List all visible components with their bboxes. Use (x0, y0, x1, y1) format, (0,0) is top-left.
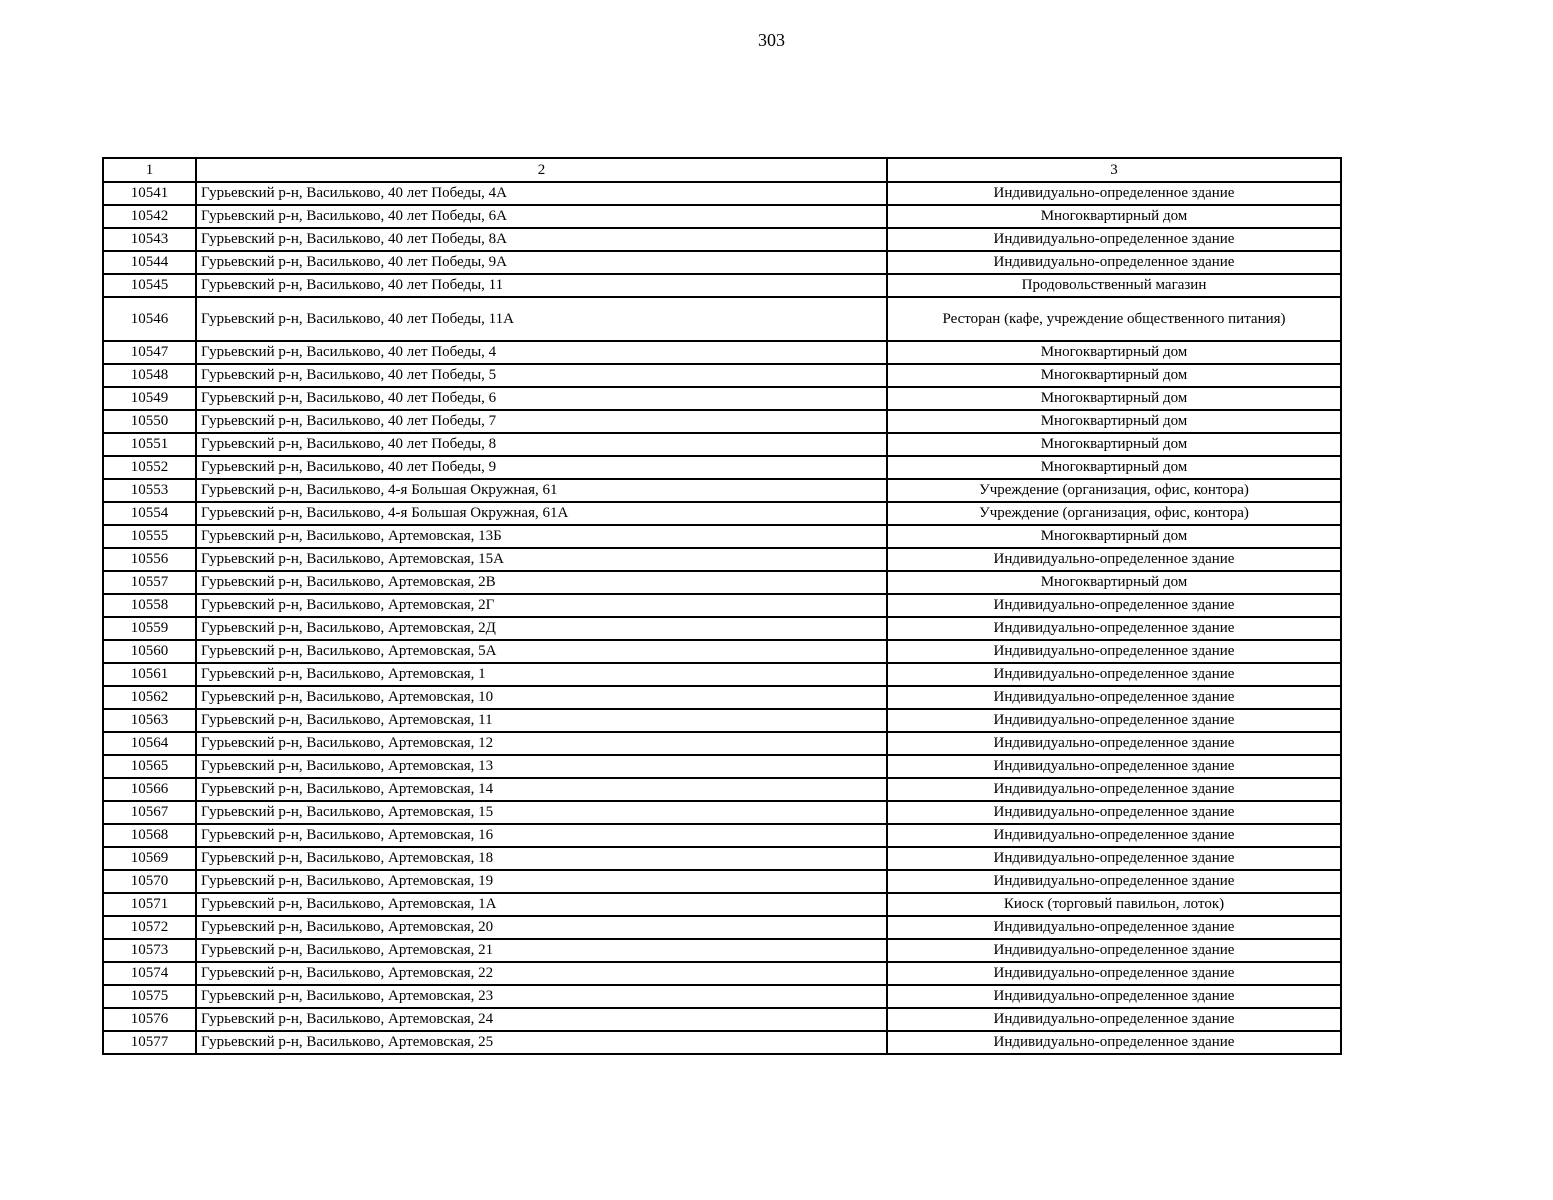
row-building-type: Индивидуально-определенное здание (887, 755, 1341, 778)
row-address: Гурьевский р-н, Васильково, Артемовская, 2Д (196, 617, 887, 640)
row-address: Гурьевский р-н, Васильково, Артемовская, 11 (196, 709, 887, 732)
row-address: Гурьевский р-н, Васильково, Артемовская, 19 (196, 870, 887, 893)
row-building-type: Многоквартирный дом (887, 456, 1341, 479)
row-building-type: Индивидуально-определенное здание (887, 686, 1341, 709)
row-id: 10547 (103, 341, 196, 364)
row-building-type: Индивидуально-определенное здание (887, 663, 1341, 686)
row-building-type: Многоквартирный дом (887, 341, 1341, 364)
table-row (103, 525, 1341, 548)
row-id: 10562 (103, 686, 196, 709)
header-col-3: 3 (887, 158, 1341, 182)
table-row (103, 916, 1341, 939)
table-row (103, 939, 1341, 962)
row-building-type: Индивидуально-определенное здание (887, 251, 1341, 274)
row-id: 10576 (103, 1008, 196, 1031)
row-building-type: Индивидуально-определенное здание (887, 847, 1341, 870)
table-row (103, 962, 1341, 985)
row-id: 10572 (103, 916, 196, 939)
row-id: 10545 (103, 274, 196, 297)
row-address: Гурьевский р-н, Васильково, Артемовская, 20 (196, 916, 887, 939)
table-row (103, 893, 1341, 916)
row-building-type: Индивидуально-определенное здание (887, 939, 1341, 962)
row-building-type: Индивидуально-определенное здание (887, 732, 1341, 755)
table-row (103, 274, 1341, 297)
row-address: Гурьевский р-н, Васильково, Артемовская, 13Б (196, 525, 887, 548)
row-id: 10575 (103, 985, 196, 1008)
table-row (103, 205, 1341, 228)
table-row (103, 755, 1341, 778)
row-address: Гурьевский р-н, Васильково, Артемовская, 15А (196, 548, 887, 571)
table-row (103, 456, 1341, 479)
row-id: 10565 (103, 755, 196, 778)
table-row (103, 548, 1341, 571)
row-address: Гурьевский р-н, Васильково, 40 лет Победы, 11А (196, 297, 887, 341)
row-address: Гурьевский р-н, Васильково, 40 лет Победы, 6А (196, 205, 887, 228)
row-id: 10542 (103, 205, 196, 228)
row-building-type: Многоквартирный дом (887, 571, 1341, 594)
row-address: Гурьевский р-н, Васильково, 40 лет Победы, 11 (196, 274, 887, 297)
row-address: Гурьевский р-н, Васильково, Артемовская, 14 (196, 778, 887, 801)
table-row (103, 640, 1341, 663)
row-id: 10556 (103, 548, 196, 571)
row-building-type: Индивидуально-определенное здание (887, 709, 1341, 732)
row-id: 10550 (103, 410, 196, 433)
row-id: 10541 (103, 182, 196, 205)
row-id: 10551 (103, 433, 196, 456)
table-row (103, 801, 1341, 824)
row-id: 10568 (103, 824, 196, 847)
row-id: 10543 (103, 228, 196, 251)
row-building-type: Многоквартирный дом (887, 433, 1341, 456)
row-building-type: Индивидуально-определенное здание (887, 182, 1341, 205)
row-id: 10549 (103, 387, 196, 410)
table-row (103, 502, 1341, 525)
row-address: Гурьевский р-н, Васильково, Артемовская, 18 (196, 847, 887, 870)
row-id: 10567 (103, 801, 196, 824)
row-address: Гурьевский р-н, Васильково, Артемовская, 5А (196, 640, 887, 663)
row-address: Гурьевский р-н, Васильково, Артемовская, 1 (196, 663, 887, 686)
row-address: Гурьевский р-н, Васильково, Артемовская, 12 (196, 732, 887, 755)
row-building-type: Индивидуально-определенное здание (887, 617, 1341, 640)
row-building-type: Киоск (торговый павильон, лоток) (887, 893, 1341, 916)
row-id: 10569 (103, 847, 196, 870)
table-row (103, 182, 1341, 205)
row-id: 10552 (103, 456, 196, 479)
table-row (103, 228, 1341, 251)
row-id: 10570 (103, 870, 196, 893)
row-address: Гурьевский р-н, Васильково, 40 лет Победы, 9А (196, 251, 887, 274)
row-building-type: Ресторан (кафе, учреждение общественного питания) (887, 297, 1341, 341)
row-building-type: Продовольственный магазин (887, 274, 1341, 297)
header-col-2: 2 (196, 158, 887, 182)
row-building-type: Многоквартирный дом (887, 364, 1341, 387)
row-id: 10563 (103, 709, 196, 732)
row-building-type: Индивидуально-определенное здание (887, 962, 1341, 985)
header-col-1: 1 (103, 158, 196, 182)
row-building-type: Многоквартирный дом (887, 205, 1341, 228)
header-row (103, 158, 1341, 182)
row-building-type: Индивидуально-определенное здание (887, 985, 1341, 1008)
row-id: 10574 (103, 962, 196, 985)
row-address: Гурьевский р-н, Васильково, 40 лет Победы, 8 (196, 433, 887, 456)
row-building-type: Индивидуально-определенное здание (887, 640, 1341, 663)
row-address: Гурьевский р-н, Васильково, 40 лет Победы, 9 (196, 456, 887, 479)
row-id: 10558 (103, 594, 196, 617)
table-row (103, 387, 1341, 410)
row-building-type: Индивидуально-определенное здание (887, 870, 1341, 893)
page-number: 303 (758, 30, 785, 50)
row-id: 10546 (103, 297, 196, 341)
registry-table (102, 157, 1342, 1055)
table-row (103, 686, 1341, 709)
row-address: Гурьевский р-н, Васильково, 40 лет Победы, 4А (196, 182, 887, 205)
table-row (103, 709, 1341, 732)
table-row (103, 297, 1341, 341)
table-row (103, 341, 1341, 364)
row-building-type: Учреждение (организация, офис, контора) (887, 479, 1341, 502)
row-id: 10555 (103, 525, 196, 548)
row-building-type: Индивидуально-определенное здание (887, 824, 1341, 847)
table-row (103, 1031, 1341, 1054)
table-row (103, 985, 1341, 1008)
table-row (103, 847, 1341, 870)
row-id: 10566 (103, 778, 196, 801)
row-address: Гурьевский р-н, Васильково, Артемовская, 21 (196, 939, 887, 962)
row-building-type: Многоквартирный дом (887, 410, 1341, 433)
row-building-type: Индивидуально-определенное здание (887, 1031, 1341, 1054)
table-row (103, 617, 1341, 640)
row-building-type: Учреждение (организация, офис, контора) (887, 502, 1341, 525)
table-row (103, 364, 1341, 387)
table-row (103, 433, 1341, 456)
row-id: 10577 (103, 1031, 196, 1054)
row-building-type: Индивидуально-определенное здание (887, 916, 1341, 939)
table-row (103, 870, 1341, 893)
table-row (103, 824, 1341, 847)
table-row (103, 571, 1341, 594)
row-address: Гурьевский р-н, Васильково, 4-я Большая Окружная, 61А (196, 502, 887, 525)
row-id: 10544 (103, 251, 196, 274)
row-address: Гурьевский р-н, Васильково, Артемовская, 2Г (196, 594, 887, 617)
row-id: 10553 (103, 479, 196, 502)
row-building-type: Многоквартирный дом (887, 525, 1341, 548)
table-row (103, 778, 1341, 801)
row-address: Гурьевский р-н, Васильково, Артемовская, 23 (196, 985, 887, 1008)
row-address: Гурьевский р-н, Васильково, Артемовская, 15 (196, 801, 887, 824)
table-row (103, 410, 1341, 433)
row-address: Гурьевский р-н, Васильково, Артемовская, 22 (196, 962, 887, 985)
row-address: Гурьевский р-н, Васильково, 4-я Большая Окружная, 61 (196, 479, 887, 502)
row-building-type: Индивидуально-определенное здание (887, 594, 1341, 617)
row-building-type: Индивидуально-определенное здание (887, 1008, 1341, 1031)
row-id: 10548 (103, 364, 196, 387)
row-address: Гурьевский р-н, Васильково, Артемовская, 1А (196, 893, 887, 916)
row-id: 10561 (103, 663, 196, 686)
row-address: Гурьевский р-н, Васильково, Артемовская, 16 (196, 824, 887, 847)
table-row (103, 1008, 1341, 1031)
table-row (103, 479, 1341, 502)
row-address: Гурьевский р-н, Васильково, 40 лет Победы, 6 (196, 387, 887, 410)
table-header (103, 158, 1341, 182)
row-address: Гурьевский р-н, Васильково, Артемовская, 10 (196, 686, 887, 709)
row-address: Гурьевский р-н, Васильково, 40 лет Победы, 8А (196, 228, 887, 251)
row-address: Гурьевский р-н, Васильково, Артемовская, 2В (196, 571, 887, 594)
table-body (103, 182, 1341, 1054)
table-row (103, 251, 1341, 274)
row-address: Гурьевский р-н, Васильково, 40 лет Победы, 5 (196, 364, 887, 387)
row-address: Гурьевский р-н, Васильково, 40 лет Победы, 4 (196, 341, 887, 364)
row-building-type: Индивидуально-определенное здание (887, 778, 1341, 801)
row-address: Гурьевский р-н, Васильково, Артемовская, 13 (196, 755, 887, 778)
table-row (103, 732, 1341, 755)
row-building-type: Многоквартирный дом (887, 387, 1341, 410)
row-building-type: Индивидуально-определенное здание (887, 801, 1341, 824)
row-address: Гурьевский р-н, Васильково, Артемовская, 25 (196, 1031, 887, 1054)
row-building-type: Индивидуально-определенное здание (887, 228, 1341, 251)
row-building-type: Индивидуально-определенное здание (887, 548, 1341, 571)
row-id: 10559 (103, 617, 196, 640)
row-id: 10557 (103, 571, 196, 594)
row-id: 10560 (103, 640, 196, 663)
row-address: Гурьевский р-н, Васильково, Артемовская, 24 (196, 1008, 887, 1031)
row-address: Гурьевский р-н, Васильково, 40 лет Победы, 7 (196, 410, 887, 433)
table-row (103, 594, 1341, 617)
row-id: 10573 (103, 939, 196, 962)
row-id: 10564 (103, 732, 196, 755)
table-row (103, 663, 1341, 686)
row-id: 10571 (103, 893, 196, 916)
row-id: 10554 (103, 502, 196, 525)
